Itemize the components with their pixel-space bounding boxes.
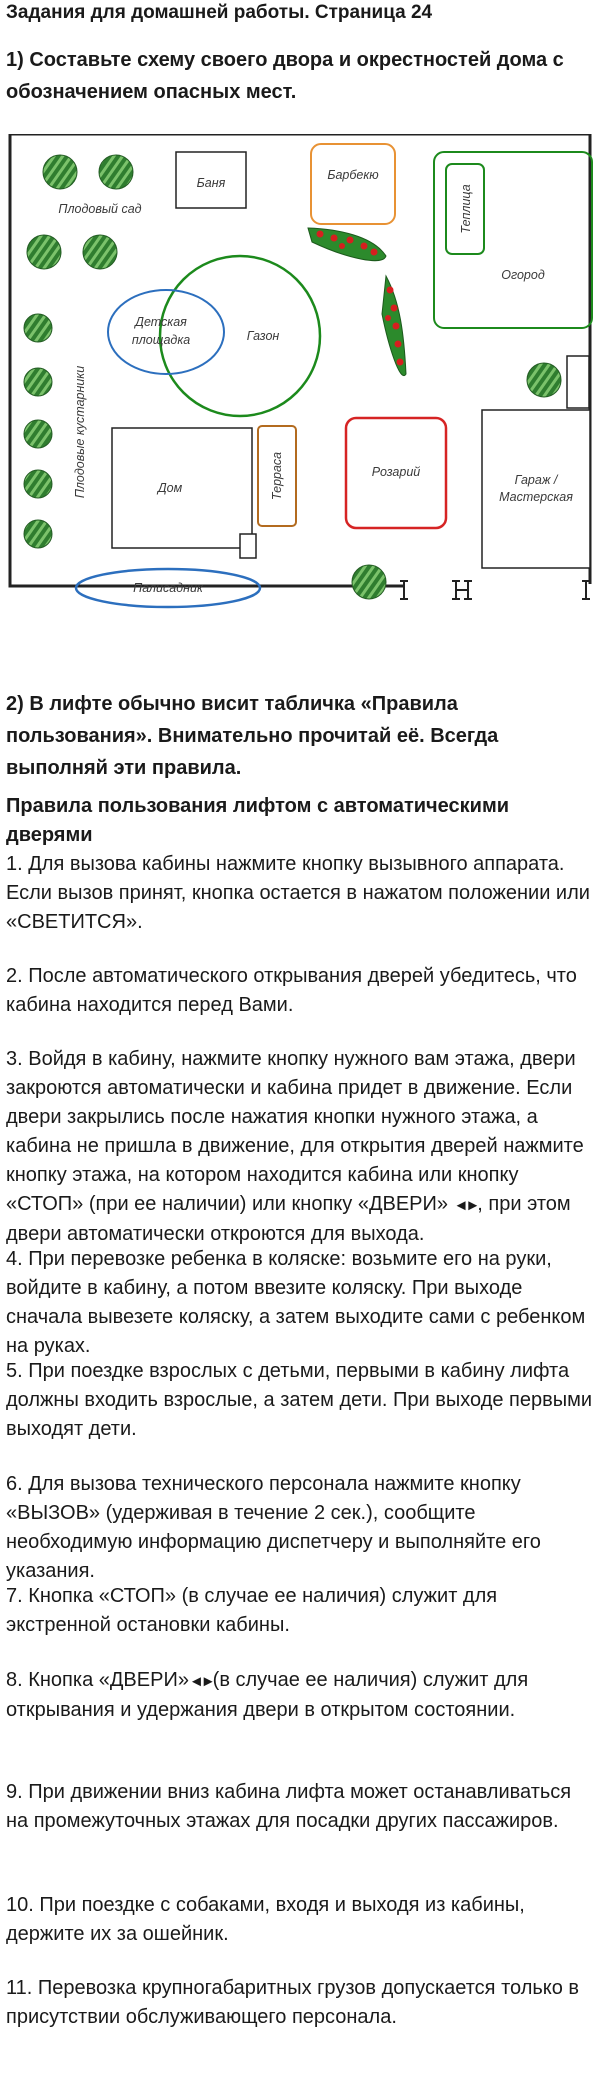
rule-text: 3. Войдя в кабину, нажмите кнопку нужного вам этажа, двери закроются автоматически и кабина придет в движение. Если двери закрылись после нажатия кнопки нужного этажа, а кабина не пришла в движение, для открытия дверей нажмите кнопку этажа, на котором находится кабина или кнопку «СТОП» (при ее наличии) или кнопку «ДВЕРИ»	[6, 1048, 584, 1215]
barbecue-label: Барбекю	[327, 168, 379, 182]
tree-icon	[43, 155, 77, 189]
tree-icon	[27, 235, 61, 269]
front-garden-label: Палисадник	[133, 581, 203, 595]
doors-arrows-icon: ◄►	[453, 1197, 478, 1214]
gate-gap	[403, 584, 593, 590]
rule-item: 10. При поездке с собаками, входя и выходя из кабины, держите их за ошейник.	[6, 1894, 525, 1945]
rule-text: 8. Кнопка «ДВЕРИ»	[6, 1669, 189, 1691]
bush-icon	[24, 520, 52, 548]
tree-icons	[24, 155, 561, 599]
bathhouse-label: Баня	[196, 176, 226, 190]
rule-item	[6, 1666, 596, 1725]
garage-building	[482, 410, 590, 568]
tree-icon	[83, 235, 117, 269]
berry-bushes-label: Плодовые кустарники	[73, 365, 87, 499]
rule-item: 7. Кнопка «СТОП» (в случае ее наличия) служит для экстренной остановки кабины.	[6, 1585, 498, 1636]
tree-icon	[99, 155, 133, 189]
garden-area	[434, 152, 592, 328]
rose-garden-label: Розарий	[371, 465, 421, 479]
rule-item: 1. Для вызова кабины нажмите кнопку вызывного аппарата. Если вызов принят, кнопка остается в нажатом положении или «СВЕТИТСЯ».	[6, 853, 590, 933]
rule-item: 2. После автоматического открывания дверей убедитесь, что кабина находится перед Вами.	[6, 965, 577, 1016]
task-2-heading: 2) В лифте обычно висит табличка «Правила пользования». Внимательно прочитай её. Всегда выполняй эти правила.	[6, 693, 499, 779]
greenhouse-label: Теплица	[459, 184, 473, 234]
garden-label: Огород	[501, 268, 545, 282]
orchard-label: Плодовый сад	[58, 202, 142, 216]
rules-title: Правила пользования лифтом с автоматическими дверями	[6, 795, 510, 846]
house-label: Дом	[157, 481, 183, 495]
shed-box	[567, 356, 589, 408]
rule-item: 5. При поездке взрослых с детьми, первыми в кабину лифта должны входить взрослые, а затем дети. При выходе первыми выходят дети.	[6, 1360, 593, 1440]
bush-icon	[24, 368, 52, 396]
house-porch	[240, 534, 256, 558]
playground-label-line2: площадка	[131, 333, 191, 347]
garage-label-line1: Гараж /	[514, 473, 558, 487]
bush-icon	[24, 470, 52, 498]
rule-item	[6, 1045, 596, 1249]
hedge-with-berries	[308, 228, 406, 376]
garage-label-line2: Мастерская	[499, 490, 573, 504]
yard-plan-svg	[8, 134, 594, 634]
tree-icon	[527, 363, 561, 397]
rule-text: (в случае ее наличия) служит для открывания и удержания двери в открытом состоянии.	[6, 1669, 529, 1721]
tree-icon	[352, 565, 386, 599]
rule-text: , при этом двери автоматически откроются для выхода.	[6, 1193, 571, 1245]
barbecue-area	[311, 144, 395, 224]
playground-label-line1: Детская	[135, 315, 187, 329]
yard-plan	[8, 134, 594, 634]
doors-arrows-icon: ◄►	[188, 1673, 213, 1690]
rule-item: 6. Для вызова технического персонала нажмите кнопку «ВЫЗОВ» (удерживая в течение 2 сек.), сообщите необходимую информацию диспетчеру и выполняйте его указания.	[6, 1473, 541, 1582]
lawn-label: Газон	[246, 329, 280, 343]
terrace-label: Терраса	[270, 451, 284, 501]
page-title: Задания для домашней работы. Страница 24	[6, 2, 433, 23]
bush-icon	[24, 420, 52, 448]
rule-item: 11. Перевозка крупногабаритных грузов допускается только в присутствии обслуживающего персонала.	[6, 1977, 580, 2028]
task-1-heading: 1) Составьте схему своего двора и окрестностей дома с обозначением опасных мест.	[6, 49, 564, 103]
bush-icon	[24, 314, 52, 342]
rule-item: 4. При перевозке ребенка в коляске: возьмите его на руки, войдите в кабину, а потом ввезите коляску. При выходе сначала вывезете коляску, а затем выходите сами с ребенком на руках.	[6, 1248, 586, 1357]
rule-item: 9. При движении вниз кабина лифта может останавливаться на промежуточных этажах для посадки других пассажиров.	[6, 1781, 572, 1832]
